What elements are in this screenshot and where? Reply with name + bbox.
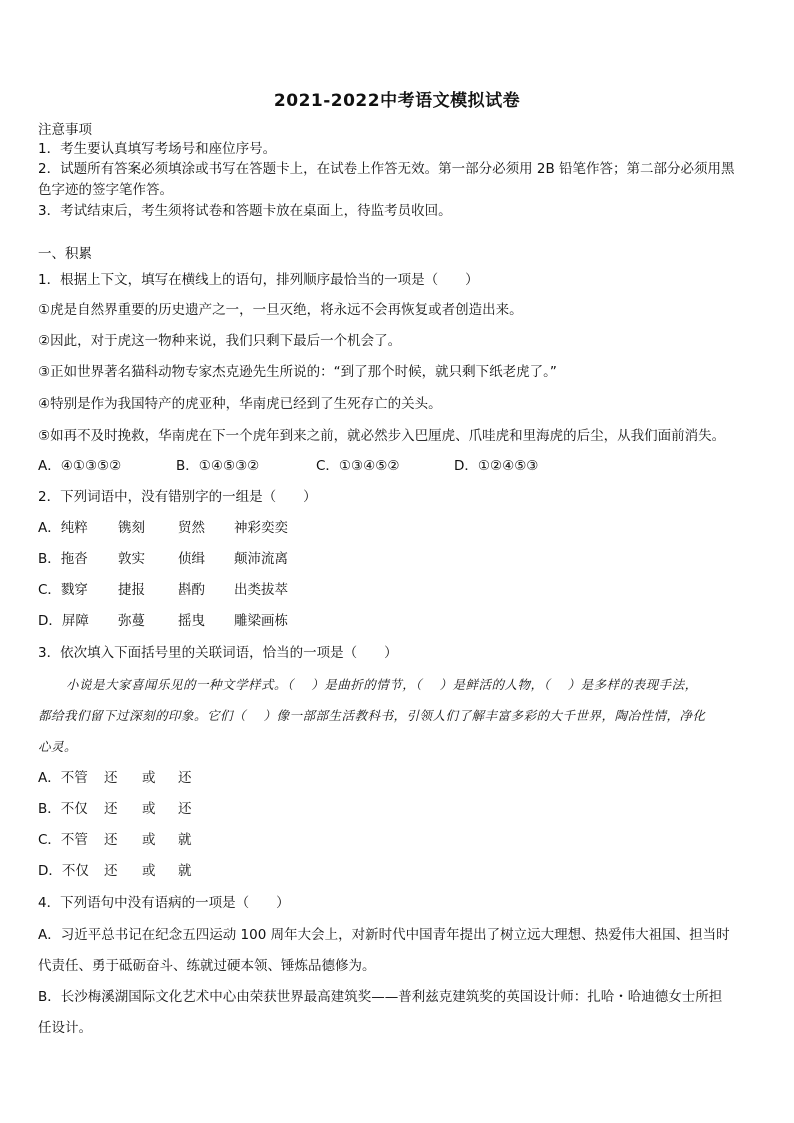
question-sentence: ③正如世界著名猫科动物专家杰克逊先生所说的：“到了那个时候，就只剩下纸老虎了。” [38, 364, 557, 380]
question-stem: 2．下列词语中，没有错别字的一组是（ ） [38, 489, 317, 505]
answer-option: D．不仅 还 或 就 [38, 863, 192, 879]
question-passage: 小说是大家喜闻乐见的一种文学样式。（ ）是曲折的情节，（ ）是鲜活的人物，（ ）是多样的表现手法， [66, 677, 698, 692]
answer-option: A．④①③⑤② [38, 458, 122, 474]
answer-option-continued: 代责任、勇于砥砺奋斗、练就过硬本领、锤炼品德修为。 [38, 958, 376, 974]
answer-option-continued: 任设计。 [38, 1020, 92, 1036]
question-stem: 4．下列语句中没有语病的一项是（ ） [38, 895, 290, 911]
notice-item: 3．考试结束后，考生须将试卷和答题卡放在桌面上，待监考员收回。 [38, 203, 452, 219]
question-stem: 3．依次填入下面括号里的关联词语，恰当的一项是（ ） [38, 645, 398, 661]
answer-option: D．①②④⑤③ [454, 458, 539, 474]
question-sentence: ④特别是作为我国特产的虎亚种，华南虎已经到了生死存亡的关头。 [38, 396, 442, 412]
answer-option: B．拖沓 敦实 侦缉 颠沛流离 [38, 551, 288, 567]
question-passage: 心灵。 [38, 739, 78, 754]
question-stem: 1．根据上下文，填写在横线上的语句，排列顺序最恰当的一项是（ ） [38, 272, 479, 288]
question-sentence: ①虎是自然界重要的历史遗产之一，一旦灭绝，将永远不会再恢复或者创造出来。 [38, 302, 523, 318]
answer-option: B．不仅 还 或 还 [38, 801, 192, 817]
answer-option: B．①④⑤③② [176, 458, 260, 474]
answer-option: A．纯粹 镌刻 贸然 神彩奕奕 [38, 520, 288, 536]
answer-option: C．不管 还 或 就 [38, 832, 192, 848]
answer-option: C．戮穿 捷报 斟酌 出类拔萃 [38, 582, 288, 598]
section-heading: 一、积累 [38, 246, 92, 262]
notice-item: 色字迹的签字笔作答。 [38, 182, 173, 198]
notice-item: 1．考生要认真填写考场号和座位序号。 [38, 141, 277, 157]
answer-option: A．习近平总书记在纪念五四运动 100 周年大会上，对新时代中国青年提出了树立远大理想、热爱伟大祖国、担当时 [38, 927, 730, 943]
notice-heading: 注意事项 [38, 122, 92, 138]
answer-option: B．长沙梅溪湖国际文化艺术中心由荣获世界最高建筑奖——普利兹克建筑奖的英国设计师：扎哈・哈迪德女士所担 [38, 989, 723, 1005]
answer-option: A．不管 还 或 还 [38, 770, 192, 786]
question-sentence: ②因此，对于虎这一物种来说，我们只剩下最后一个机会了。 [38, 333, 402, 349]
answer-option: C．①③④⑤② [316, 458, 400, 474]
notice-item: 2．试题所有答案必须填涂或书写在答题卡上，在试卷上作答无效。第一部分必须用 2B 铅笔作答；第二部分必须用黑 [38, 161, 735, 177]
page-title: 2021-2022中考语文模拟试卷 [273, 91, 521, 111]
question-passage: 都给我们留下过深刻的印象。它们（ ）像一部部生活教科书，引领人们了解丰富多彩的大千世界，陶冶性情，净化 [38, 708, 706, 723]
question-sentence: ⑤如再不及时挽救，华南虎在下一个虎年到来之前，就必然步入巴厘虎、爪哇虎和里海虎的后尘，从我们面前消失。 [38, 428, 726, 444]
answer-option: D．屏障 弥蔓 摇曳 雕梁画栋 [38, 613, 288, 629]
